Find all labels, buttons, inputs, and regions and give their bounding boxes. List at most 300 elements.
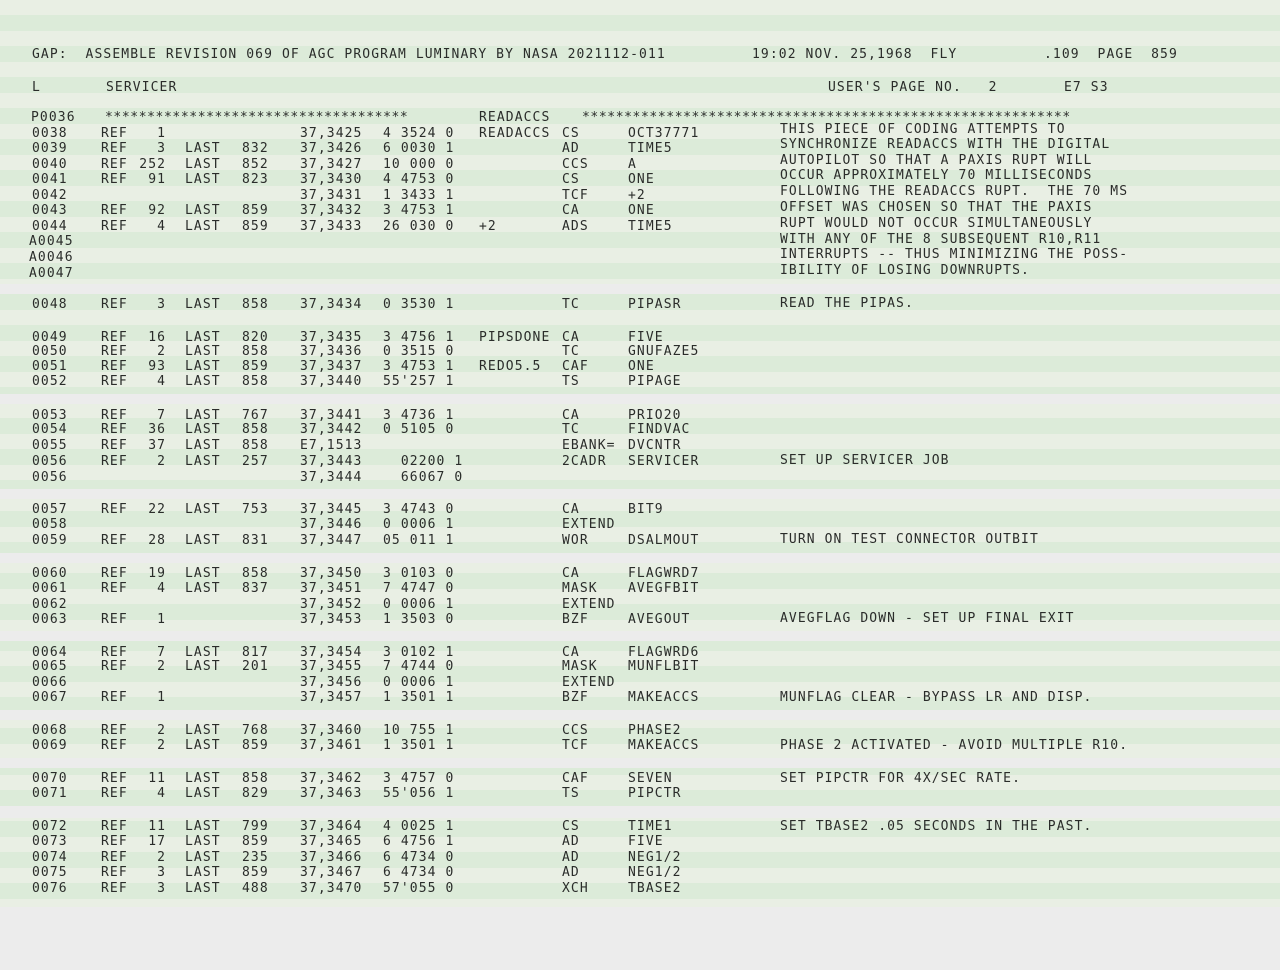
ref-count: 7 (157, 645, 167, 660)
opcode: CA (562, 566, 580, 581)
ref-count: 2 (157, 454, 167, 469)
banner-id: P0036 (31, 110, 76, 125)
ref-keyword: REF (101, 819, 128, 834)
operand: MAKEACCS (628, 690, 700, 705)
line-number: 0070 (32, 771, 68, 786)
ref-count: 1 (157, 126, 167, 141)
label: READACCS (479, 126, 551, 141)
listing-row (0, 470, 770, 485)
opcode: XCH (562, 881, 589, 896)
separator (0, 710, 1280, 720)
address: 37,3470 (300, 881, 363, 896)
line-number: 0055 (32, 438, 68, 453)
operand: MUNFLBIT (628, 659, 700, 674)
listing-row (0, 738, 770, 753)
last-page: 859 (242, 203, 269, 218)
line-number: 0063 (32, 612, 68, 627)
operand: TIME5 (628, 141, 673, 156)
last-keyword: LAST (185, 723, 221, 738)
listing-row (0, 517, 770, 532)
listing-row (0, 408, 770, 423)
comment-line: PHASE 2 ACTIVATED - AVOID MULTIPLE R10. (780, 738, 1129, 753)
line-number: 0058 (32, 517, 68, 532)
ref-keyword: REF (101, 203, 128, 218)
listing-row (0, 502, 770, 517)
octal-value: 6 4734 0 (383, 865, 455, 880)
opcode: EXTEND (562, 597, 616, 612)
opcode: EXTEND (562, 675, 616, 690)
listing-row (0, 126, 770, 141)
listing-row (0, 850, 770, 865)
last-page: 858 (242, 422, 269, 437)
ref-keyword: REF (101, 738, 128, 753)
address: 37,3446 (300, 517, 363, 532)
opcode: MASK (562, 659, 598, 674)
last-keyword: LAST (185, 344, 221, 359)
address: 37,3445 (300, 502, 363, 517)
address: 37,3450 (300, 566, 363, 581)
address: 37,3433 (300, 219, 363, 234)
line-number: 0054 (32, 422, 68, 437)
banner-stars-right: ********************************************************** (582, 110, 1071, 125)
line-number: 0066 (32, 675, 68, 690)
opcode: CAF (562, 771, 589, 786)
ref-count: 19 (148, 566, 167, 581)
address: 37,3430 (300, 172, 363, 187)
ref-count: 4 (157, 219, 167, 234)
opcode: EXTEND (562, 517, 616, 532)
last-keyword: LAST (185, 297, 221, 312)
ref-count: 93 (148, 359, 167, 374)
octal-value: 02200 1 (383, 454, 464, 469)
listing-row (0, 203, 770, 218)
operand: A (628, 157, 637, 172)
octal-value: 0 0006 1 (383, 597, 455, 612)
listing-row (0, 454, 770, 469)
last-keyword: LAST (185, 330, 221, 345)
page-header (0, 47, 1280, 62)
last-page: 201 (242, 659, 269, 674)
last-page: 767 (242, 408, 269, 423)
line-number: 0071 (32, 786, 68, 801)
label: PIPSDONE (479, 330, 551, 345)
comment-line: SET TBASE2 .05 SECONDS IN THE PAST. (780, 819, 1093, 834)
line-number: 0064 (32, 645, 68, 660)
address: 37,3467 (300, 865, 363, 880)
ref-count: 3 (157, 865, 167, 880)
octal-value: 6 4756 1 (383, 834, 455, 849)
address: 37,3440 (300, 374, 363, 389)
address: 37,3447 (300, 533, 363, 548)
comment-line: FOLLOWING THE READACCS RUPT. THE 70 MS (780, 184, 1129, 199)
octal-value: 05 011 1 (383, 533, 455, 548)
ref-keyword: REF (101, 850, 128, 865)
octal-value: 1 3501 1 (383, 738, 455, 753)
opcode: CA (562, 645, 580, 660)
separator (0, 806, 1280, 818)
listing-row (0, 422, 770, 437)
opcode: TCF (562, 188, 589, 203)
address: 37,3462 (300, 771, 363, 786)
line-number: 0073 (32, 834, 68, 849)
last-keyword: LAST (185, 581, 221, 596)
octal-value: 26 030 0 (383, 219, 455, 234)
operand: PRIO20 (628, 408, 682, 423)
address: 37,3461 (300, 738, 363, 753)
ref-count: 4 (157, 374, 167, 389)
octal-value: 6 0030 1 (383, 141, 455, 156)
last-keyword: LAST (185, 408, 221, 423)
last-keyword: LAST (185, 771, 221, 786)
last-page: 858 (242, 374, 269, 389)
listing-row (0, 659, 770, 674)
line-number: 0052 (32, 374, 68, 389)
ref-keyword: REF (101, 786, 128, 801)
ref-count: 16 (148, 330, 167, 345)
last-keyword: LAST (185, 454, 221, 469)
operand: FIVE (628, 330, 664, 345)
separator (0, 394, 1280, 404)
opcode: CCS (562, 157, 589, 172)
last-page: 859 (242, 834, 269, 849)
ref-keyword: REF (101, 408, 128, 423)
last-keyword: LAST (185, 786, 221, 801)
operand: AVEGOUT (628, 612, 691, 627)
octal-value: 3 4753 1 (383, 203, 455, 218)
last-page: 799 (242, 819, 269, 834)
operand: FLAGWRD6 (628, 645, 700, 660)
last-keyword: LAST (185, 438, 221, 453)
ref-keyword: REF (101, 834, 128, 849)
opcode: CA (562, 502, 580, 517)
listing-row (0, 330, 770, 345)
last-page: 235 (242, 850, 269, 865)
last-page: 858 (242, 344, 269, 359)
last-keyword: LAST (185, 533, 221, 548)
line-number: 0057 (32, 502, 68, 517)
last-keyword: LAST (185, 659, 221, 674)
last-page: 823 (242, 172, 269, 187)
last-keyword: LAST (185, 819, 221, 834)
address: 37,3456 (300, 675, 363, 690)
address: 37,3464 (300, 819, 363, 834)
last-keyword: LAST (185, 172, 221, 187)
last-page: 829 (242, 786, 269, 801)
octal-value: 1 3503 0 (383, 612, 455, 627)
address: 37,3451 (300, 581, 363, 596)
ref-count: 11 (148, 819, 167, 834)
opcode: AD (562, 834, 580, 849)
address: 37,3466 (300, 850, 363, 865)
ref-count: 2 (157, 723, 167, 738)
line-number: 0069 (32, 738, 68, 753)
last-page: 859 (242, 738, 269, 753)
line-number: 0040 (32, 157, 68, 172)
section-header (0, 80, 1280, 95)
opcode: AD (562, 141, 580, 156)
opcode: TC (562, 344, 580, 359)
octal-value: 4 4753 0 (383, 172, 455, 187)
opcode: CS (562, 819, 580, 834)
opcode: EBANK= (562, 438, 616, 453)
operand: ONE (628, 203, 655, 218)
line-number: 0056 (32, 470, 68, 485)
ref-count: 37 (148, 438, 167, 453)
octal-value: 3 4757 0 (383, 771, 455, 786)
octal-value: 10 755 1 (383, 723, 455, 738)
line-number: 0060 (32, 566, 68, 581)
last-keyword: LAST (185, 566, 221, 581)
opcode: CAF (562, 359, 589, 374)
listing-row (0, 157, 770, 172)
address: 37,3441 (300, 408, 363, 423)
ref-count: 92 (148, 203, 167, 218)
operand: NEG1/2 (628, 850, 682, 865)
opcode: TCF (562, 738, 589, 753)
ref-count: 252 (139, 157, 167, 172)
listing-row (0, 438, 770, 453)
listing-row (0, 834, 770, 849)
last-keyword: LAST (185, 422, 221, 437)
section-name: SERVICER (106, 80, 178, 95)
opcode: AD (562, 850, 580, 865)
ref-keyword: REF (101, 566, 128, 581)
ref-keyword: REF (101, 533, 128, 548)
line-number: 0074 (32, 850, 68, 865)
operand: PHASE2 (628, 723, 682, 738)
last-page: 820 (242, 330, 269, 345)
line-number: 0061 (32, 581, 68, 596)
line-number: 0059 (32, 533, 68, 548)
comment-line: AUTOPILOT SO THAT A PAXIS RUPT WILL (780, 153, 1093, 168)
ref-count: 2 (157, 344, 167, 359)
assembly-title: GAP: ASSEMBLE REVISION 069 OF AGC PROGRAM LUMINARY BY NASA 2021112-011 (32, 47, 666, 62)
opcode: CS (562, 172, 580, 187)
last-page: 858 (242, 771, 269, 786)
listing-row (0, 819, 770, 834)
ref-count: 4 (157, 786, 167, 801)
last-keyword: LAST (185, 219, 221, 234)
address: 37,3457 (300, 690, 363, 705)
section-code: E7 S3 (1064, 80, 1109, 95)
listing-row (0, 374, 770, 389)
ref-keyword: REF (101, 172, 128, 187)
last-page: 852 (242, 157, 269, 172)
listing-row (0, 344, 770, 359)
comment-line: IBILITY OF LOSING DOWNRUPTS. (780, 263, 1030, 278)
last-keyword: LAST (185, 881, 221, 896)
opcode: CA (562, 408, 580, 423)
last-keyword: LAST (185, 865, 221, 880)
separator (0, 489, 1280, 499)
line-number: 0039 (32, 141, 68, 156)
ref-count: 91 (148, 172, 167, 187)
ref-keyword: REF (101, 422, 128, 437)
line-number: 0053 (32, 408, 68, 423)
ref-keyword: REF (101, 865, 128, 880)
address: 37,3431 (300, 188, 363, 203)
separator (0, 284, 1280, 294)
comment-line: READ THE PIPAS. (780, 296, 914, 311)
ref-keyword: REF (101, 219, 128, 234)
octal-value: 3 4753 1 (383, 359, 455, 374)
page-number: .109 PAGE 859 (1044, 47, 1178, 62)
comment-line: TURN ON TEST CONNECTOR OUTBIT (780, 532, 1039, 547)
ref-count: 28 (148, 533, 167, 548)
last-keyword: LAST (185, 157, 221, 172)
header-l: L (32, 80, 41, 95)
opcode: TS (562, 786, 580, 801)
address: 37,3432 (300, 203, 363, 218)
octal-value: 3 4743 0 (383, 502, 455, 517)
operand: TIME5 (628, 219, 673, 234)
ref-keyword: REF (101, 454, 128, 469)
banner-label: READACCS (479, 110, 551, 125)
address: 37,3454 (300, 645, 363, 660)
last-page: 768 (242, 723, 269, 738)
opcode: BZF (562, 690, 589, 705)
ref-count: 4 (157, 581, 167, 596)
comment-line: OFFSET WAS CHOSEN SO THAT THE PAXIS (780, 200, 1093, 215)
operand: AVEGFBIT (628, 581, 700, 596)
address: 37,3427 (300, 157, 363, 172)
last-keyword: LAST (185, 359, 221, 374)
operand: FINDVAC (628, 422, 691, 437)
octal-value: 4 0025 1 (383, 819, 455, 834)
opcode: WOR (562, 533, 589, 548)
ref-keyword: REF (101, 126, 128, 141)
last-page: 488 (242, 881, 269, 896)
ref-keyword: REF (101, 771, 128, 786)
octal-value: 0 3530 1 (383, 297, 455, 312)
line-number: 0051 (32, 359, 68, 374)
ref-count: 2 (157, 659, 167, 674)
opcode: BZF (562, 612, 589, 627)
octal-value: 7 4744 0 (383, 659, 455, 674)
ref-count: 36 (148, 422, 167, 437)
ref-count: 1 (157, 612, 167, 627)
label: REDO5.5 (479, 359, 542, 374)
ref-keyword: REF (101, 438, 128, 453)
listing-row (0, 566, 770, 581)
address: 37,3455 (300, 659, 363, 674)
last-keyword: LAST (185, 850, 221, 865)
address: 37,3453 (300, 612, 363, 627)
last-keyword: LAST (185, 374, 221, 389)
listing-row (0, 219, 770, 234)
operand: DSALMOUT (628, 533, 700, 548)
ref-count: 2 (157, 738, 167, 753)
ref-keyword: REF (101, 690, 128, 705)
octal-value: 55'056 1 (383, 786, 455, 801)
octal-value: 1 3433 1 (383, 188, 455, 203)
last-page: 753 (242, 502, 269, 517)
operand: DVCNTR (628, 438, 682, 453)
octal-value: 7 4747 0 (383, 581, 455, 596)
line-number: 0076 (32, 881, 68, 896)
opcode: 2CADR (562, 454, 607, 469)
octal-value: 3 4736 1 (383, 408, 455, 423)
listing-row (0, 865, 770, 880)
ref-keyword: REF (101, 881, 128, 896)
separator (0, 553, 1280, 563)
opcode: MASK (562, 581, 598, 596)
comment-line: WITH ANY OF THE 8 SUBSEQUENT R10,R11 (780, 232, 1102, 247)
operand: PIPASR (628, 297, 682, 312)
octal-value: 0 0006 1 (383, 517, 455, 532)
label: +2 (479, 219, 497, 234)
line-number: 0050 (32, 344, 68, 359)
ref-count: 7 (157, 408, 167, 423)
octal-value: 57'055 0 (383, 881, 455, 896)
listing-row (0, 533, 770, 548)
octal-value: 0 0006 1 (383, 675, 455, 690)
ref-keyword: REF (101, 645, 128, 660)
operand: NEG1/2 (628, 865, 682, 880)
ref-count: 3 (157, 141, 167, 156)
opcode: CA (562, 203, 580, 218)
address: 37,3452 (300, 597, 363, 612)
listing-row (0, 234, 770, 249)
listing-row (0, 645, 770, 660)
ref-keyword: REF (101, 612, 128, 627)
octal-value: 3 0102 1 (383, 645, 455, 660)
listing-row (0, 675, 770, 690)
listing-row (0, 359, 770, 374)
users-page: USER'S PAGE NO. 2 (828, 80, 998, 95)
line-number: 0044 (32, 219, 68, 234)
last-keyword: LAST (185, 141, 221, 156)
listing-row (0, 690, 770, 705)
octal-value: 10 000 0 (383, 157, 455, 172)
ref-keyword: REF (101, 659, 128, 674)
ref-keyword: REF (101, 374, 128, 389)
operand: FLAGWRD7 (628, 566, 700, 581)
line-number: 0049 (32, 330, 68, 345)
ref-count: 3 (157, 881, 167, 896)
ref-count: 11 (148, 771, 167, 786)
ref-count: 22 (148, 502, 167, 517)
listing-row (0, 612, 770, 627)
ref-keyword: REF (101, 502, 128, 517)
last-page: 858 (242, 297, 269, 312)
listing-row (0, 266, 770, 281)
listing-row (0, 723, 770, 738)
operand: BIT9 (628, 502, 664, 517)
opcode: TS (562, 374, 580, 389)
ref-count: 2 (157, 850, 167, 865)
address: 37,3463 (300, 786, 363, 801)
comment-line: SYNCHRONIZE READACCS WITH THE DIGITAL (780, 137, 1111, 152)
operand: OCT37771 (628, 126, 700, 141)
octal-value: 66067 0 (383, 470, 464, 485)
comment-line: THIS PIECE OF CODING ATTEMPTS TO (780, 122, 1066, 137)
line-number: 0072 (32, 819, 68, 834)
comment-line: INTERRUPTS -- THUS MINIMIZING THE POSS- (780, 247, 1129, 262)
operand: TIME1 (628, 819, 673, 834)
last-page: 831 (242, 533, 269, 548)
comment-line: AVEGFLAG DOWN - SET UP FINAL EXIT (780, 611, 1075, 626)
listing-row (0, 771, 770, 786)
operand: PIPAGE (628, 374, 682, 389)
ref-keyword: REF (101, 581, 128, 596)
listing-row (0, 786, 770, 801)
line-number: 0067 (32, 690, 68, 705)
ref-keyword: REF (101, 141, 128, 156)
listing-row (0, 881, 770, 896)
ref-keyword: REF (101, 330, 128, 345)
paper-bottom (0, 907, 1280, 970)
